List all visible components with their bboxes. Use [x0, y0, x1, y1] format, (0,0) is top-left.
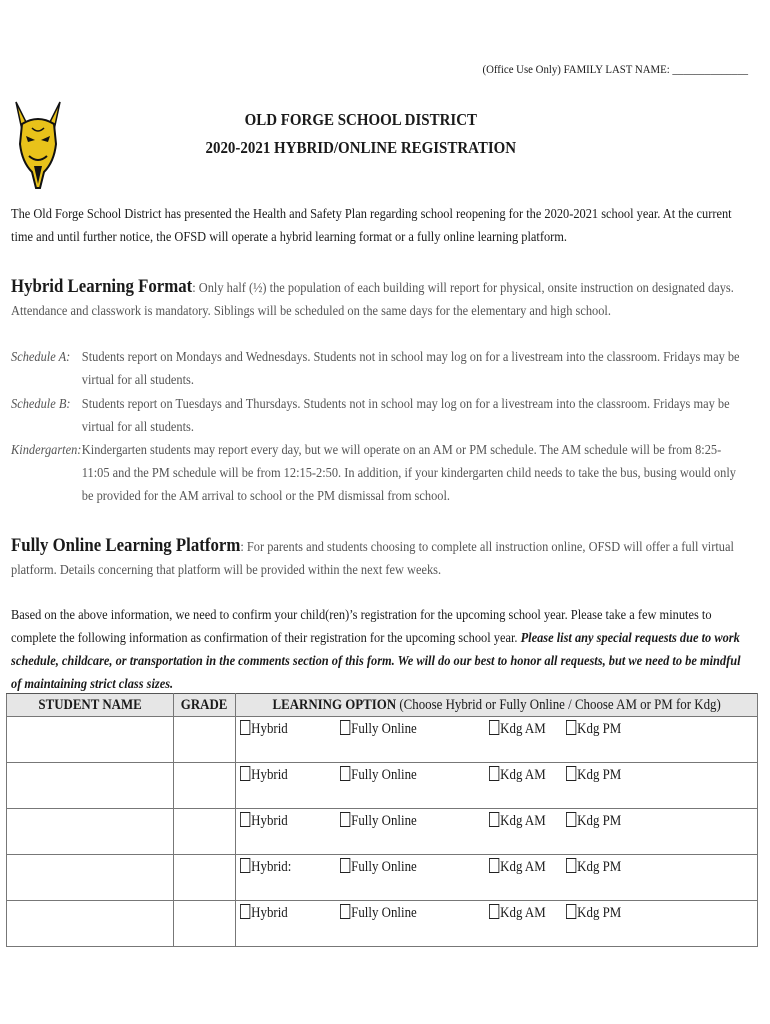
kdg-am-checkbox[interactable]: [489, 812, 499, 827]
hybrid-checkbox[interactable]: [240, 858, 250, 873]
hybrid-option[interactable]: [240, 720, 288, 738]
fully-online-option[interactable]: [340, 766, 417, 784]
kdg-pm-checkbox[interactable]: [566, 858, 576, 873]
kindergarten-label: Kindergarten: [11, 443, 78, 458]
fully-online-checkbox[interactable]: [340, 812, 350, 827]
kdg-am-option[interactable]: [489, 720, 546, 738]
kdg-pm-label: Kdg PM: [576, 721, 621, 737]
schedule-b-label: Schedule B: [11, 397, 67, 412]
hybrid-heading: Hybrid Learning Format: [11, 276, 193, 297]
table-header-row: [7, 694, 758, 717]
fully-online-label: Fully Online: [350, 859, 417, 875]
student-name-header: STUDENT NAME: [7, 694, 174, 717]
hybrid-paragraph: [11, 275, 746, 323]
grade-cell[interactable]: [174, 809, 236, 855]
table-row: [7, 901, 758, 947]
hybrid-option[interactable]: [240, 812, 288, 830]
schedule-b-text: Students report on Tuesdays and Thursdays. Students not in school may log on for a livestream into the classroom. Fridays may be virtual for all students.: [81, 397, 730, 435]
fully-online-option[interactable]: [340, 812, 417, 830]
kdg-am-label: Kdg AM: [499, 859, 546, 875]
kdg-pm-option[interactable]: [566, 904, 621, 922]
kdg-am-checkbox[interactable]: [489, 904, 499, 919]
hybrid-option[interactable]: [240, 904, 288, 922]
schedule-kindergarten: Kindergarten: Kindergarten students may report every day, but we will operate on an AM or PM schedule. The AM schedule will be from 8:25-11:05 and the PM schedule will be from 12:15-2:50. In addition, if your kindergarten child needs to take the bus, busing would only be provided for the AM arrival to school or the PM dismissal from school.: [11, 439, 746, 508]
table-row: [7, 809, 758, 855]
kdg-am-label: Kdg AM: [499, 813, 546, 829]
confirmation-text: Based on the above information, we need to confirm your child(ren)’s registration for the upcoming school year. Please take a few minutes to complete the following information as confirmation of their registration for the upcoming school year.: [11, 608, 712, 646]
fully-online-checkbox[interactable]: [340, 720, 350, 735]
kdg-pm-checkbox[interactable]: [566, 766, 576, 781]
table-row: [7, 717, 758, 763]
confirmation-paragraph: [11, 604, 746, 696]
hybrid-option[interactable]: [240, 766, 288, 784]
grade-cell[interactable]: [174, 717, 236, 763]
fully-online-option[interactable]: [340, 720, 417, 738]
kdg-am-label: Kdg AM: [499, 767, 546, 783]
kdg-am-checkbox[interactable]: [489, 720, 499, 735]
online-text: : For parents and students choosing to complete all instruction online, OFSD will offer a full virtual platform. Details concerning that platform will be provided within the next few weeks.: [11, 540, 734, 578]
kdg-am-option[interactable]: [489, 766, 546, 784]
fully-online-label: Fully Online: [350, 813, 417, 829]
office-label: (Office Use Only) FAMILY LAST NAME:: [482, 62, 670, 76]
learning-option-header: LEARNING OPTION (Choose Hybrid or Fully Online / Choose AM or PM for Kdg): [235, 694, 757, 717]
student-name-cell[interactable]: [7, 855, 174, 901]
kdg-pm-label: Kdg PM: [576, 859, 621, 875]
grade-cell[interactable]: [174, 763, 236, 809]
hybrid-checkbox[interactable]: [240, 904, 250, 919]
kdg-am-option[interactable]: [489, 812, 546, 830]
table-row: [7, 855, 758, 901]
schedule-a-text: Students report on Mondays and Wednesdays. Students not in school may log on for a livestream into the classroom. Fridays may be virtual for all students.: [81, 350, 740, 388]
fully-online-option[interactable]: [340, 904, 417, 922]
district-name: OLD FORGE SCHOOL DISTRICT: [244, 110, 477, 129]
kdg-pm-option[interactable]: [566, 720, 621, 738]
hybrid-checkbox[interactable]: [240, 812, 250, 827]
fully-online-label: Fully Online: [350, 905, 417, 921]
grade-cell[interactable]: [174, 901, 236, 947]
office-use-line: [483, 62, 749, 77]
table-row: [7, 763, 758, 809]
hybrid-checkbox[interactable]: [240, 766, 250, 781]
grade-cell[interactable]: [174, 855, 236, 901]
fully-online-checkbox[interactable]: [340, 766, 350, 781]
kdg-pm-checkbox[interactable]: [566, 812, 576, 827]
hybrid-checkbox[interactable]: [240, 720, 250, 735]
hybrid-label: Hybrid: [250, 905, 288, 921]
kdg-pm-checkbox[interactable]: [566, 904, 576, 919]
online-heading: Fully Online Learning Platform: [11, 535, 241, 556]
kindergarten-text: Kindergarten students may report every day, but we will operate on an AM or PM schedule. The AM schedule will be from 8:25-11:05 and the PM schedule will be from 12:15-2:50. In addition, if your kindergarten child needs to take the bus, busing would only be provided for the AM arrival to school or the PM dismissal from school.: [81, 443, 736, 504]
intro-paragraph: The Old Forge School District has presented the Health and Safety Plan regarding school reopening for the 2020-2021 school year. At the current time and until further notice, the OFSD will operate a hybrid learning format or a fully online learning platform.: [11, 207, 732, 245]
kdg-pm-label: Kdg PM: [576, 813, 621, 829]
fully-online-checkbox[interactable]: [340, 904, 350, 919]
hybrid-label: Hybrid: [250, 813, 288, 829]
hybrid-text: : Only half (½) the population of each building will report for physical, onsite instruction on designated days. Attendance and classwork is mandatory. Siblings will be scheduled on the same days for the elementary and high school.: [11, 281, 734, 319]
schedule-a: Schedule A: Students report on Mondays and Wednesdays. Students not in school may log on for a livestream into the classroom. Fridays may be virtual for all students.: [11, 346, 746, 392]
fully-online-checkbox[interactable]: [340, 858, 350, 873]
kdg-am-label: Kdg AM: [499, 905, 546, 921]
learning-option-cell: [235, 855, 757, 901]
fully-online-label: Fully Online: [350, 721, 417, 737]
student-name-cell[interactable]: [7, 809, 174, 855]
kdg-pm-checkbox[interactable]: [566, 720, 576, 735]
learning-option-cell: [235, 809, 757, 855]
kdg-pm-option[interactable]: [566, 858, 621, 876]
hybrid-label: Hybrid: [250, 767, 288, 783]
kdg-pm-option[interactable]: [566, 766, 621, 784]
fully-online-option[interactable]: [340, 858, 417, 876]
kdg-am-checkbox[interactable]: [489, 766, 499, 781]
schedule-b: Schedule B: Students report on Tuesdays and Thursdays. Students not in school may log on for a livestream into the classroom. Fridays may be virtual for all students.: [11, 393, 746, 439]
learning-option-cell: [235, 717, 757, 763]
kdg-pm-label: Kdg PM: [576, 767, 621, 783]
kdg-am-checkbox[interactable]: [489, 858, 499, 873]
kdg-am-option[interactable]: [489, 904, 546, 922]
student-name-cell[interactable]: [7, 901, 174, 947]
special-requests-note: Please list any special requests due to work schedule, childcare, or transportation in the comments section of this form. We will do our best to honor all requests, but we need to be mindful of maintaining strict class sizes.: [11, 631, 741, 692]
student-name-cell[interactable]: [7, 763, 174, 809]
schedule-a-label: Schedule A: [11, 350, 67, 365]
learning-option-cell: [235, 763, 757, 809]
online-paragraph: [11, 534, 746, 582]
student-name-cell[interactable]: [7, 717, 174, 763]
grade-header: GRADE: [174, 694, 236, 717]
learning-option-cell: [235, 901, 757, 947]
hybrid-option[interactable]: [240, 858, 291, 876]
family-last-name-field[interactable]: ______________: [672, 62, 748, 76]
kdg-pm-label: Kdg PM: [576, 905, 621, 921]
student-registration-table: [6, 693, 758, 947]
form-title: 2020-2021 HYBRID/ONLINE REGISTRATION: [205, 138, 517, 157]
kdg-am-label: Kdg AM: [499, 721, 546, 737]
hybrid-label: Hybrid: [250, 721, 288, 737]
fully-online-label: Fully Online: [350, 767, 417, 783]
kdg-pm-option[interactable]: [566, 812, 621, 830]
hybrid-label: Hybrid:: [250, 859, 292, 875]
form-title-block: [0, 106, 722, 162]
kdg-am-option[interactable]: [489, 858, 546, 876]
